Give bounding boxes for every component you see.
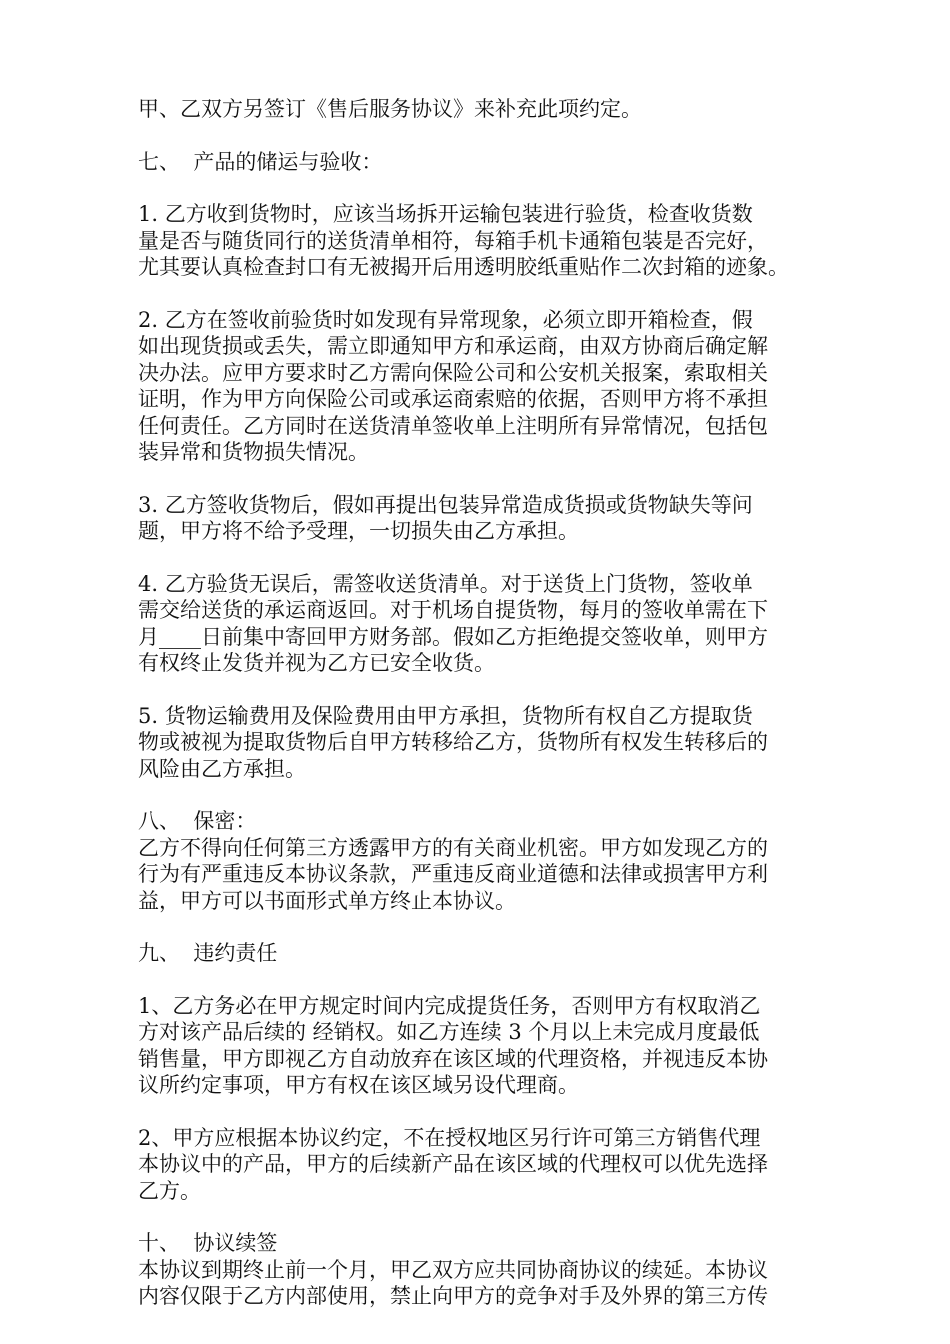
text-line: 销售量，甲方即视乙方自动放弃在该区域的代理资格，并视违反本协 <box>138 1046 768 1071</box>
text-line: 如出现货损或丢失，需立即通知甲方和承运商，由双方协商后确定解 <box>138 334 768 358</box>
text-line: 量是否与随货同行的送货清单相符，每箱手机卡通箱包装是否完好， <box>138 228 768 253</box>
text-line: 本协议中的产品，甲方的后续新产品在该区域的代理权可以优先选择 <box>138 1152 768 1176</box>
paragraph-gap <box>138 914 818 940</box>
paragraph-gap <box>138 782 818 808</box>
paragraph-gap <box>138 967 818 993</box>
text-line: 3. 乙方签收货物后，假如再提出包装异常造成货损或货物缺失等问 <box>138 492 753 517</box>
text-line: 1. 乙方收到货物时，应该当场拆开运输包装进行验货，检查收货数 <box>138 202 753 226</box>
text-line: 任何责任。乙方同时在送货清单签收单上注明所有异常情况，包括包 <box>138 413 768 438</box>
text-line: 方对该产品后续的 经销权。如乙方连续 3 个月以上未完成月度最低 <box>138 1020 760 1044</box>
text-line: 议所约定事项，甲方有权在该区域另设代理商。 <box>138 1073 579 1097</box>
text-line: 尤其要认真检查封口有无被揭开后用透明胶纸重贴作二次封箱的迹象。 <box>138 255 789 279</box>
paragraph-gap <box>138 466 818 492</box>
text-line: 4. 乙方验货无误后，需签收送货清单。对于送货上门货物，签收单 <box>138 571 753 596</box>
text-line: 证明，作为甲方向保险公司或承运商索赔的依据，否则甲方将不承担 <box>138 387 768 411</box>
text-line: 装异常和货物损失情况。 <box>138 440 369 464</box>
text-line: 八、 保密： <box>138 809 257 833</box>
paragraph-gap <box>138 123 818 149</box>
text-line: 需交给送货的承运商返回。对于机场自提货物，每月的签收单需在下 <box>138 598 768 622</box>
paragraph-gap <box>138 175 818 201</box>
paragraph-gap <box>138 281 818 307</box>
text-line: 十、 协议续签 <box>138 1231 278 1255</box>
document-body <box>138 96 818 1310</box>
paragraph-gap <box>138 545 818 571</box>
paragraph-gap <box>138 1204 818 1230</box>
text-line: 九、 违约责任 <box>138 941 278 965</box>
text-line: 乙方。 <box>138 1178 201 1203</box>
text-line: 内容仅限于乙方内部使用，禁止向甲方的竞争对手及外界的第三方传 <box>138 1284 768 1308</box>
text-line: 有权终止发货并视为乙方已安全收货。 <box>138 651 495 675</box>
text-line: 月____日前集中寄回甲方财务部。假如乙方拒绝提交签收单，则甲方 <box>138 624 768 649</box>
text-line: 2、甲方应根据本协议约定，不在授权地区另行许可第三方销售代理 <box>138 1125 761 1150</box>
text-line: 2. 乙方在签收前验货时如发现有异常现象，必须立即开箱检查，假 <box>138 307 753 332</box>
text-line: 1、乙方务必在甲方规定时间内完成提货任务，否则甲方有权取消乙 <box>138 993 761 1018</box>
text-line: 5. 货物运输费用及保险费用由甲方承担，货物所有权自乙方提取货 <box>138 703 753 728</box>
paragraph-gap <box>138 677 818 703</box>
text-line: 行为有严重违反本协议条款，严重违反商业道德和法律或损害甲方利 <box>138 862 768 886</box>
text-line: 题，甲方将不给予受理，一切损失由乙方承担。 <box>138 519 579 543</box>
text-line: 决办法。应甲方要求时乙方需向保险公司和公安机关报案，索取相关 <box>138 360 768 385</box>
text-line: 本协议到期终止前一个月，甲乙双方应共同协商协议的续延。本协议 <box>138 1257 768 1282</box>
text-line: 物或被视为提取货物后自甲方转移给乙方，货物所有权发生转移后的 <box>138 730 768 754</box>
text-line: 益，甲方可以书面形式单方终止本协议。 <box>138 888 516 913</box>
text-line: 七、 产品的储运与验收： <box>138 149 383 174</box>
text-line: 甲、乙双方另签订《售后服务协议》来补充此项约定。 <box>138 97 642 121</box>
text-line: 风险由乙方承担。 <box>138 756 306 781</box>
paragraph-gap <box>138 1099 818 1125</box>
text-line: 乙方不得向任何第三方透露甲方的有关商业机密。甲方如发现乙方的 <box>138 835 768 860</box>
